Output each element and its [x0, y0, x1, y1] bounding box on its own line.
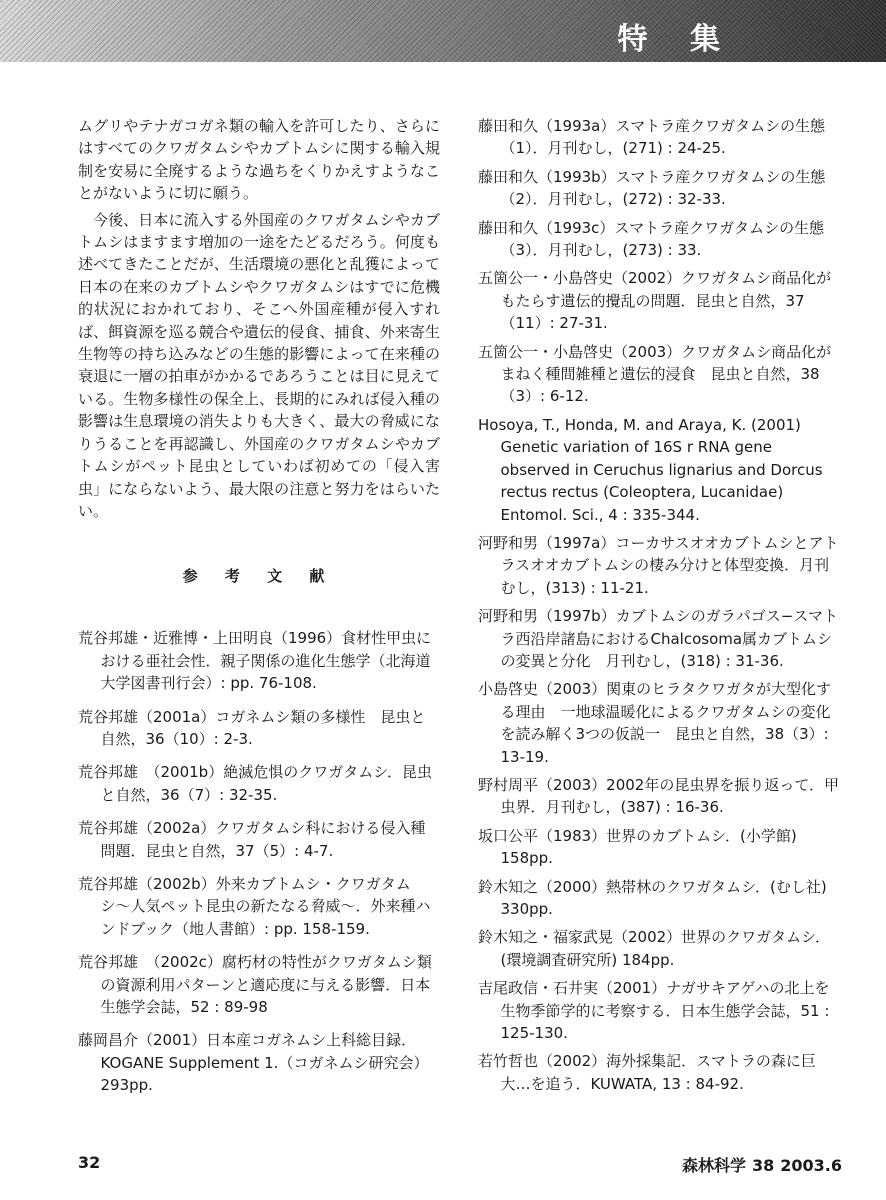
reference-item: 五箇公一・小島啓史（2002）クワガタムシ商品化がもたらす遺伝的攪乱の問題．昆虫と自然，37（11）: 27-31. — [478, 269, 832, 333]
journal-volume: 38 — [751, 1156, 775, 1175]
references-heading: 参 考 文 献 — [182, 567, 336, 586]
reference-item: 吉尾政信・石井実（2001）ナガサキアゲハの北上を生物季節学的に考察する．日本生態学会誌，51 : 125-130. — [478, 979, 830, 1043]
reference-item: 河野和男（1997b）カブトムシのガラパゴス−スマトラ西沿岸諸島におけるChalcosoma属カブトムシの変異と分化 月刊むし，(318) : 31-36. — [478, 607, 838, 670]
reference-item: 荒谷邦雄（2002a）クワガタムシ科における侵入種問題．昆虫と自然，37（5）: 4-7. — [78, 819, 426, 860]
reference-item: 藤田和久（1993c）スマトラ産クワガタムシの生態（3）．月刊むし，(273) : 33. — [478, 218, 825, 260]
reference-item: 荒谷邦雄（2001a）コガネムシ類の多様性 昆虫と自然，36（10）: 2-3. — [78, 707, 426, 748]
reference-list-right — [478, 115, 840, 1095]
reference-item: 若竹哲也（2002）海外採集記．スマトラの森に巨大…を追う．KUWATA, 13 : 84-92. — [478, 1052, 816, 1093]
reference-item: 藤田和久（1993b）スマトラ産クワガタムシの生態（2）．月刊むし，(272) : 32-33. — [478, 167, 826, 209]
reference-item: 荒谷邦雄 （2001b）絶滅危惧のクワガタムシ．昆虫と自然，36（7）: 32-35. — [78, 763, 432, 804]
reference-item: 藤田和久（1993a）スマトラ産クワガタムシの生態（1）．月刊むし，(271) : 24-25. — [478, 117, 826, 158]
reference-item: 五箇公一・小島啓史（2003）クワガタムシ商品化がまねく種間雑種と遺伝的浸食 昆虫と自然，38（3）: 6-12. — [478, 342, 832, 406]
right-column — [478, 115, 840, 1101]
section-title: 特 集 — [617, 22, 736, 57]
reference-item: 鈴木知之・福家武晃（2002）世界のクワガタムシ．(環境調査研究所) 184pp. — [478, 928, 830, 969]
journal-date: 2003.6 — [780, 1156, 842, 1175]
reference-item: 野村周平（2003）2002年の昆虫界を振り返って．甲虫界．月刊むし，(387) : 16-36. — [478, 775, 840, 817]
reference-item: Hosoya, T., Honda, M. and Araya, K. (2001) Genetic variation of 16S r RNA gene observed in Ceruchus lignarius and Dorcus rectus rectus (Coleoptera, Lucanidae) Entomol. Sci., 4 : 335-344. — [478, 415, 823, 524]
reference-item: 河野和男（1997a）コーカサスオオカブトムシとアトラスオオカブトムシの棲み分けと体型変換．月刊むし，(313) : 11-21. — [478, 533, 839, 597]
reference-item: 鈴木知之（2000）熱帯林のクワガタムシ．(むし社) 330pp. — [478, 877, 827, 918]
journal-footer — [676, 1153, 842, 1176]
reference-item: 荒谷邦雄・近雅博・上田明良（1996）食材性甲虫における亜社会性．親子関係の進化生態学（北海道大学図書刊行会）: pp. 76-108. — [78, 629, 432, 693]
reference-item: 荒谷邦雄（2002b）外来カブトムシ・クワガタムシ〜人気ペット昆虫の新たなる脅威〜．外来種ハンドブック（地人書館）: pp. 158-159. — [78, 874, 431, 938]
header-band — [0, 0, 886, 62]
reference-list-left — [78, 627, 440, 1096]
body-paragraph-2: 今後、日本に流入する外国産のクワガタムシやカブトムシはますます増加の一途をたどるだろう。何度も述べてきたことだが、生活環境の悪化と乱獲によって日本の在来のカブトムシやクワガタムシはすでに危機的状況におかれており、そこへ外国産種が侵入すれば、餌資源を巡る競合や遺伝的侵食、捕食、外来寄生生物等の持ち込みなどの生態的影響によって在来種の衰退に一層の拍車がかかるであろうことは目に見えている。生物多様性の保全上、長期的にみれば侵入種の影響は生息環境の消失よりも大きく、最大の脅威になりうることを再認識し、外国産のクワガタムシやカブトムシがペット昆虫としていわば初めての「侵入害虫」にならないよう、最大限の注意と努力をはらいたい。 — [78, 210, 440, 520]
reference-item: 荒谷邦雄 （2002c）腐朽材の特性がクワガタムシ類の資源利用パターンと適応度に与える影響．日本生態学会誌，52 : 89-98 — [78, 953, 432, 1016]
journal-name: 森林科学 — [681, 1156, 746, 1175]
reference-item: 藤岡昌介（2001）日本産コガネムシ上科総目録．KOGANE Supplement 1.（コガネムシ研究会）293pp. — [78, 1031, 429, 1095]
reference-item: 坂口公平（1983）世界のカブトムシ．(小学館) 158pp. — [478, 826, 797, 868]
body-paragraph-1: ムグリやテナガコガネ類の輸入を許可したり、さらにはすべてのクワガタムシやカブトムシに関する輸入規制を安易に全廃するような過ちをくりかえすようなことがないように切に願う。 — [78, 117, 440, 203]
left-column — [78, 115, 440, 1108]
page-number: 32 — [78, 1153, 101, 1172]
reference-item: 小島啓史（2003）関東のヒラタクワガタが大型化する理由 一地球温暖化によるクワガタムシの変化を読み解く3つの仮説一 昆虫と自然，38（3）: 13-19. — [478, 680, 832, 766]
